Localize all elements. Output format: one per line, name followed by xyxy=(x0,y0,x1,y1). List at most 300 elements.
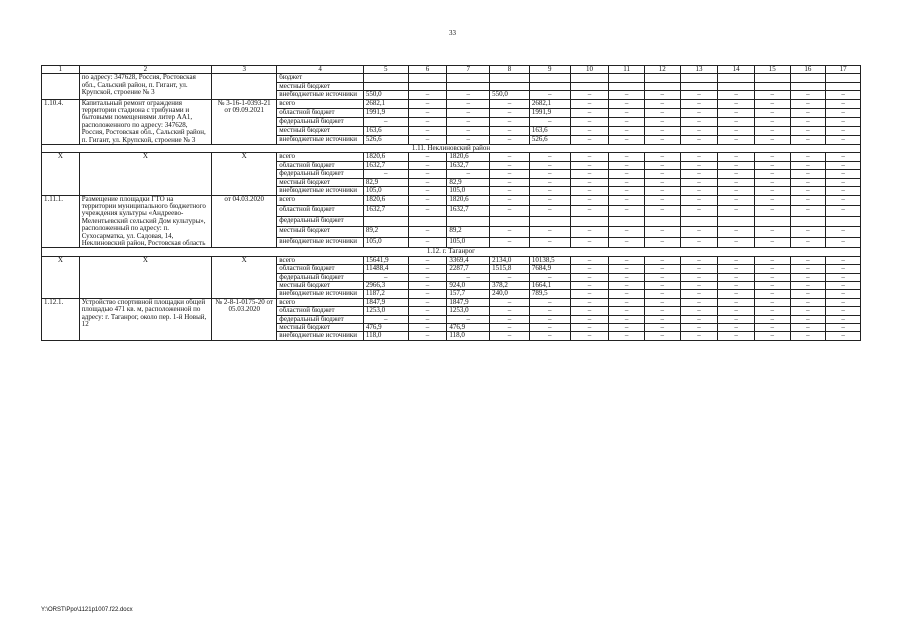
value-cell: – xyxy=(363,315,408,323)
value-cell: – xyxy=(408,161,447,169)
value-cell: – xyxy=(609,227,645,238)
value-cell: 2134,0 xyxy=(490,256,530,264)
value-cell xyxy=(790,216,826,227)
value-cell xyxy=(680,82,718,90)
value-cell xyxy=(570,82,609,90)
value-cell: – xyxy=(754,281,790,289)
value-cell: 1515,8 xyxy=(490,265,530,273)
funding-source: местный бюджет xyxy=(277,227,364,238)
value-cell: – xyxy=(609,108,645,117)
funding-source: областной бюджет xyxy=(277,206,364,217)
value-cell: – xyxy=(680,161,718,169)
value-cell xyxy=(490,74,530,82)
value-cell: – xyxy=(826,108,861,117)
value-cell xyxy=(408,74,447,82)
value-cell: 89,2 xyxy=(447,227,490,238)
value-cell: – xyxy=(826,206,861,217)
value-cell xyxy=(680,216,718,227)
value-cell: – xyxy=(609,178,645,186)
value-cell: 378,2 xyxy=(490,281,530,289)
value-cell: 82,9 xyxy=(363,178,408,186)
item-number xyxy=(42,74,80,99)
value-cell: – xyxy=(447,126,490,135)
value-cell: – xyxy=(644,256,680,264)
value-cell: 2287,7 xyxy=(447,265,490,273)
value-cell: – xyxy=(790,126,826,135)
value-cell: – xyxy=(826,187,861,195)
column-header-14: 14 xyxy=(718,66,755,74)
value-cell: – xyxy=(490,195,530,206)
item-document: № 2-8-1-0175-20 от 05.03.2020 xyxy=(212,298,277,340)
value-cell: – xyxy=(826,170,861,178)
value-cell: – xyxy=(790,153,826,161)
item-number: 1.12.1. xyxy=(42,298,80,340)
value-cell: 1991,9 xyxy=(363,108,408,117)
value-cell: – xyxy=(609,126,645,135)
value-cell: – xyxy=(754,332,790,340)
value-cell: – xyxy=(570,237,609,248)
funding-source: внебюджетные источники xyxy=(277,135,364,144)
value-cell: 1847,9 xyxy=(447,298,490,306)
value-cell: – xyxy=(718,126,755,135)
funding-source: местный бюджет xyxy=(277,324,364,332)
value-cell: – xyxy=(718,178,755,186)
value-cell: – xyxy=(790,315,826,323)
value-cell: – xyxy=(718,324,755,332)
value-cell: – xyxy=(529,170,570,178)
value-cell: – xyxy=(570,265,609,273)
value-cell: – xyxy=(790,178,826,186)
value-cell: – xyxy=(790,135,826,144)
value-cell: 1632,7 xyxy=(447,206,490,217)
value-cell: – xyxy=(644,117,680,126)
column-header-1: 1 xyxy=(42,66,80,74)
value-cell: – xyxy=(718,170,755,178)
value-cell: 1820,6 xyxy=(447,195,490,206)
value-cell xyxy=(790,82,826,90)
table-row xyxy=(42,256,861,264)
value-cell: – xyxy=(826,135,861,144)
value-cell: – xyxy=(609,91,645,99)
value-cell: – xyxy=(609,307,645,315)
value-cell: – xyxy=(826,126,861,135)
column-header-10: 10 xyxy=(570,66,609,74)
funding-source: федеральный бюджет xyxy=(277,216,364,227)
value-cell: 157,7 xyxy=(447,290,490,298)
value-cell: – xyxy=(790,237,826,248)
value-cell: – xyxy=(754,324,790,332)
value-cell: – xyxy=(529,227,570,238)
value-cell: – xyxy=(680,315,718,323)
value-cell: – xyxy=(644,332,680,340)
value-cell: 1991,9 xyxy=(529,108,570,117)
value-cell: – xyxy=(529,206,570,217)
value-cell xyxy=(529,82,570,90)
value-cell: – xyxy=(680,227,718,238)
value-cell: – xyxy=(447,117,490,126)
value-cell: 163,6 xyxy=(363,126,408,135)
value-cell: – xyxy=(826,99,861,108)
value-cell: – xyxy=(718,99,755,108)
value-cell: – xyxy=(363,117,408,126)
value-cell: – xyxy=(490,170,530,178)
value-cell: – xyxy=(680,91,718,99)
value-cell xyxy=(718,216,755,227)
value-cell: – xyxy=(408,117,447,126)
value-cell: – xyxy=(790,298,826,306)
value-cell: – xyxy=(754,108,790,117)
budget-table xyxy=(41,65,861,341)
value-cell: 163,6 xyxy=(529,126,570,135)
value-cell: – xyxy=(680,265,718,273)
column-header-13: 13 xyxy=(680,66,718,74)
value-cell: – xyxy=(408,237,447,248)
value-cell: – xyxy=(754,153,790,161)
value-cell: – xyxy=(644,108,680,117)
value-cell: – xyxy=(754,237,790,248)
value-cell: 550,0 xyxy=(490,91,530,99)
value-cell: – xyxy=(644,265,680,273)
value-cell: – xyxy=(570,170,609,178)
item-name: Размещение площадки ГТО на территории муниципального бюджетного учреждения культуры «Андреево-Мелентьевский сельский Дом культуры», расположенный по адресу: п. Сухосарматка, ул. Садовая, 14, Неклиновский район, Ростовская область xyxy=(79,195,211,248)
value-cell: – xyxy=(790,170,826,178)
value-cell: – xyxy=(570,324,609,332)
value-cell: 105,0 xyxy=(447,237,490,248)
column-header-2: 2 xyxy=(79,66,211,74)
value-cell: – xyxy=(826,153,861,161)
value-cell: – xyxy=(826,273,861,281)
table-row xyxy=(42,99,861,108)
table-body xyxy=(42,66,861,341)
column-header-7: 7 xyxy=(447,66,490,74)
value-cell: – xyxy=(529,91,570,99)
table-row xyxy=(42,153,861,161)
value-cell: 1820,6 xyxy=(447,153,490,161)
column-header-row xyxy=(42,66,861,74)
item-name: Х xyxy=(79,256,211,298)
value-cell: – xyxy=(754,195,790,206)
funding-source: бюджет xyxy=(277,74,364,82)
value-cell xyxy=(447,74,490,82)
value-cell: – xyxy=(447,108,490,117)
funding-source: местный бюджет xyxy=(277,178,364,186)
value-cell xyxy=(644,74,680,82)
value-cell xyxy=(363,74,408,82)
value-cell: 550,0 xyxy=(363,91,408,99)
value-cell: – xyxy=(644,135,680,144)
value-cell xyxy=(490,216,530,227)
value-cell: – xyxy=(644,237,680,248)
table-row xyxy=(42,195,861,206)
funding-source: федеральный бюджет xyxy=(277,315,364,323)
value-cell: – xyxy=(790,108,826,117)
value-cell: – xyxy=(790,91,826,99)
value-cell: – xyxy=(609,290,645,298)
funding-source: всего xyxy=(277,99,364,108)
value-cell xyxy=(644,82,680,90)
value-cell: – xyxy=(529,332,570,340)
value-cell: – xyxy=(490,324,530,332)
item-number: Х xyxy=(42,256,80,298)
value-cell: – xyxy=(754,170,790,178)
value-cell: – xyxy=(826,227,861,238)
value-cell: – xyxy=(754,187,790,195)
value-cell: – xyxy=(644,298,680,306)
value-cell xyxy=(490,82,530,90)
value-cell: – xyxy=(826,195,861,206)
value-cell: – xyxy=(644,290,680,298)
value-cell: – xyxy=(490,187,530,195)
value-cell: 240,0 xyxy=(490,290,530,298)
value-cell: – xyxy=(644,227,680,238)
column-header-17: 17 xyxy=(826,66,861,74)
value-cell: 1632,7 xyxy=(363,206,408,217)
value-cell: – xyxy=(826,256,861,264)
funding-source: местный бюджет xyxy=(277,126,364,135)
value-cell: – xyxy=(754,99,790,108)
column-header-11: 11 xyxy=(609,66,645,74)
value-cell xyxy=(680,74,718,82)
value-cell: – xyxy=(718,187,755,195)
value-cell: – xyxy=(529,161,570,169)
value-cell: 118,0 xyxy=(447,332,490,340)
value-cell xyxy=(570,216,609,227)
value-cell: – xyxy=(609,117,645,126)
value-cell: – xyxy=(490,227,530,238)
value-cell: – xyxy=(826,117,861,126)
value-cell: – xyxy=(718,237,755,248)
value-cell: – xyxy=(718,273,755,281)
value-cell: 1664,1 xyxy=(529,281,570,289)
value-cell: – xyxy=(447,135,490,144)
value-cell: – xyxy=(490,161,530,169)
value-cell: – xyxy=(754,161,790,169)
value-cell: – xyxy=(718,206,755,217)
value-cell: – xyxy=(680,237,718,248)
value-cell: 105,0 xyxy=(363,187,408,195)
value-cell: – xyxy=(609,332,645,340)
funding-source: внебюджетные источники xyxy=(277,237,364,248)
value-cell: – xyxy=(718,153,755,161)
value-cell: – xyxy=(609,170,645,178)
value-cell: 1820,6 xyxy=(363,195,408,206)
value-cell: – xyxy=(609,135,645,144)
funding-source: областной бюджет xyxy=(277,307,364,315)
value-cell: – xyxy=(680,195,718,206)
value-cell: – xyxy=(718,332,755,340)
funding-source: областной бюджет xyxy=(277,265,364,273)
value-cell: – xyxy=(826,91,861,99)
value-cell: – xyxy=(529,195,570,206)
value-cell: – xyxy=(680,281,718,289)
funding-source: федеральный бюджет xyxy=(277,117,364,126)
value-cell: – xyxy=(754,273,790,281)
value-cell xyxy=(754,216,790,227)
value-cell xyxy=(447,216,490,227)
value-cell: – xyxy=(529,315,570,323)
funding-source: местный бюджет xyxy=(277,82,364,90)
value-cell: – xyxy=(754,298,790,306)
column-header-16: 16 xyxy=(790,66,826,74)
value-cell: 1187,2 xyxy=(363,290,408,298)
value-cell: – xyxy=(408,178,447,186)
value-cell: – xyxy=(609,153,645,161)
value-cell: – xyxy=(644,178,680,186)
value-cell: – xyxy=(570,99,609,108)
value-cell: – xyxy=(609,281,645,289)
value-cell: – xyxy=(826,178,861,186)
funding-source: областной бюджет xyxy=(277,108,364,117)
value-cell xyxy=(529,74,570,82)
value-cell: – xyxy=(826,281,861,289)
value-cell: – xyxy=(680,273,718,281)
value-cell xyxy=(363,216,408,227)
value-cell: – xyxy=(680,290,718,298)
value-cell: – xyxy=(680,298,718,306)
value-cell: – xyxy=(718,307,755,315)
value-cell: – xyxy=(644,153,680,161)
value-cell: – xyxy=(790,265,826,273)
value-cell: – xyxy=(609,187,645,195)
value-cell: – xyxy=(718,281,755,289)
value-cell: – xyxy=(570,290,609,298)
value-cell: – xyxy=(570,195,609,206)
value-cell: – xyxy=(718,161,755,169)
value-cell xyxy=(570,74,609,82)
item-name: Х xyxy=(79,153,211,195)
value-cell: – xyxy=(570,227,609,238)
value-cell: – xyxy=(609,256,645,264)
value-cell: – xyxy=(826,315,861,323)
value-cell: – xyxy=(408,324,447,332)
value-cell: 1632,7 xyxy=(447,161,490,169)
value-cell: – xyxy=(754,290,790,298)
value-cell: – xyxy=(680,332,718,340)
value-cell: – xyxy=(754,265,790,273)
value-cell: – xyxy=(363,273,408,281)
value-cell: – xyxy=(570,187,609,195)
column-header-8: 8 xyxy=(490,66,530,74)
value-cell: – xyxy=(529,324,570,332)
value-cell xyxy=(718,82,755,90)
value-cell: 1253,0 xyxy=(447,307,490,315)
funding-source: всего xyxy=(277,153,364,161)
value-cell: 10138,5 xyxy=(529,256,570,264)
value-cell: – xyxy=(408,298,447,306)
value-cell xyxy=(363,82,408,90)
value-cell: – xyxy=(680,170,718,178)
value-cell: – xyxy=(790,290,826,298)
value-cell xyxy=(408,216,447,227)
value-cell: – xyxy=(529,187,570,195)
item-document: Х xyxy=(212,256,277,298)
section-title: 1.12. г. Таганрог xyxy=(42,248,861,256)
value-cell: 118,0 xyxy=(363,332,408,340)
funding-source: внебюджетные источники xyxy=(277,91,364,99)
value-cell: – xyxy=(490,237,530,248)
value-cell: 476,9 xyxy=(447,324,490,332)
value-cell: 924,0 xyxy=(447,281,490,289)
value-cell: – xyxy=(490,126,530,135)
value-cell: – xyxy=(408,273,447,281)
value-cell: – xyxy=(408,153,447,161)
value-cell: – xyxy=(363,170,408,178)
value-cell: 2966,3 xyxy=(363,281,408,289)
item-name: по адресу: 347628, Россия, Ростовская обл., Сальский район, п. Гигант, ул. Крупской, строение № 3 xyxy=(79,74,211,99)
value-cell: – xyxy=(790,324,826,332)
value-cell: – xyxy=(529,237,570,248)
value-cell xyxy=(529,216,570,227)
value-cell xyxy=(447,82,490,90)
value-cell: – xyxy=(644,161,680,169)
funding-source: внебюджетные источники xyxy=(277,187,364,195)
value-cell: – xyxy=(490,307,530,315)
value-cell: 105,0 xyxy=(447,187,490,195)
value-cell: – xyxy=(529,307,570,315)
item-number: 1.10.4. xyxy=(42,99,80,144)
column-header-5: 5 xyxy=(363,66,408,74)
value-cell: – xyxy=(754,256,790,264)
value-cell: – xyxy=(570,91,609,99)
value-cell: 89,2 xyxy=(363,227,408,238)
value-cell: – xyxy=(570,108,609,117)
value-cell xyxy=(609,82,645,90)
value-cell: – xyxy=(644,315,680,323)
value-cell: – xyxy=(680,307,718,315)
value-cell: – xyxy=(644,170,680,178)
value-cell: – xyxy=(408,170,447,178)
value-cell: – xyxy=(408,290,447,298)
value-cell: 2682,1 xyxy=(363,99,408,108)
value-cell: – xyxy=(826,332,861,340)
value-cell: – xyxy=(718,256,755,264)
value-cell: – xyxy=(408,187,447,195)
value-cell: – xyxy=(826,290,861,298)
value-cell: – xyxy=(408,315,447,323)
value-cell: – xyxy=(490,273,530,281)
value-cell: – xyxy=(680,324,718,332)
value-cell: – xyxy=(680,135,718,144)
value-cell: – xyxy=(447,273,490,281)
value-cell: – xyxy=(447,170,490,178)
value-cell: – xyxy=(570,315,609,323)
value-cell: – xyxy=(529,153,570,161)
value-cell: – xyxy=(408,281,447,289)
value-cell: – xyxy=(529,178,570,186)
section-title: 1.11. Неклиновский район xyxy=(42,145,861,153)
value-cell: – xyxy=(754,227,790,238)
value-cell: 15641,9 xyxy=(363,256,408,264)
value-cell: – xyxy=(754,178,790,186)
value-cell: – xyxy=(408,307,447,315)
item-document: от 04.03.2020 xyxy=(212,195,277,248)
section-row xyxy=(42,248,861,256)
value-cell: – xyxy=(609,265,645,273)
value-cell: 526,6 xyxy=(363,135,408,144)
funding-source: внебюджетные источники xyxy=(277,290,364,298)
value-cell: – xyxy=(790,195,826,206)
value-cell: – xyxy=(680,187,718,195)
value-cell: – xyxy=(680,206,718,217)
value-cell: – xyxy=(609,273,645,281)
value-cell: – xyxy=(790,161,826,169)
funding-source: федеральный бюджет xyxy=(277,170,364,178)
funding-source: всего xyxy=(277,195,364,206)
value-cell: – xyxy=(408,206,447,217)
value-cell: 7684,9 xyxy=(529,265,570,273)
value-cell: – xyxy=(790,281,826,289)
value-cell: – xyxy=(826,161,861,169)
